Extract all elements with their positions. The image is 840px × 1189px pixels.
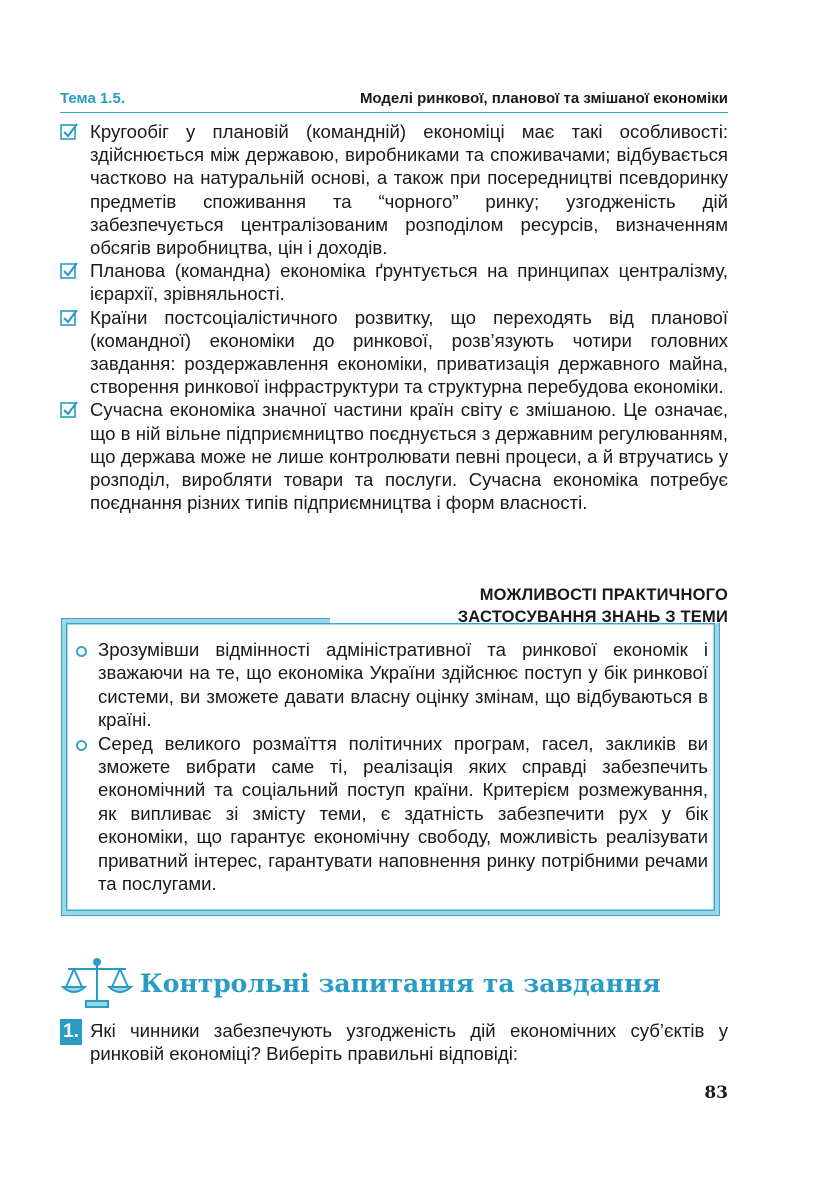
- list-item-text: Країни постсоціалістичного розвитку, що переходять від планової (командної) економіки до ринкової, розв’язують чотири головних завдання: роздержавлення економіки, приватизація державного майна, створення ринкової інфраструктури та структурна перебудова економіки.: [90, 306, 728, 398]
- list-item: [60, 398, 728, 514]
- checkbox-checked-icon: [60, 401, 78, 419]
- practical-heading-line: МОЖЛИВОСТІ ПРАКТИЧНОГО: [479, 586, 728, 604]
- list-item: [60, 259, 728, 305]
- practical-list: [74, 638, 708, 895]
- list-item: [60, 306, 728, 399]
- circle-bullet-icon: [76, 646, 87, 657]
- questions-header: [60, 957, 728, 1011]
- checkbox-checked-icon: [60, 262, 78, 280]
- practical-heading-line: ЗАСТОСУВАННЯ ЗНАНЬ З ТЕМИ: [457, 608, 728, 626]
- list-item-text: Зрозумівши відмінності адміністративної та ринкової економік і зважаючи на те, що економіка України здійснює поступ у бік ринкової системи, ви зможете давати власну оцінку змінам, що відбуваються в країні.: [98, 639, 708, 731]
- running-header: [60, 90, 728, 113]
- checkbox-checked-icon: [60, 309, 78, 327]
- circle-bullet-icon: [76, 740, 87, 751]
- topic-label: Тема 1.5.: [60, 90, 125, 107]
- list-item: [60, 120, 728, 259]
- list-item-text: Кругообіг у плановій (командній) економіці має такі особливості: здійснюється між державою, виробниками та споживачами; відбувається частково на натуральній основі, а також при посередництві псевдоринку предметів споживання та “чорного” ринку; узгодженість дій забезпечується централізованим розподілом ресурсів, визначенням обсягів виробництва, цін і доходів.: [90, 121, 728, 259]
- practical-heading: [458, 584, 728, 628]
- questions-title: Контрольні запитання та завдання: [140, 969, 661, 998]
- summary-checklist: [60, 120, 728, 514]
- question-text: Які чинники забезпечують узгодженість дій економічних суб’єктів у ринковій економіці? Виберіть правильні відповіді:: [90, 1020, 728, 1065]
- page-number: 83: [704, 1083, 728, 1103]
- chapter-title: Моделі ринкової, планової та змішаної економіки: [359, 90, 728, 107]
- list-item-text: Сучасна економіка значної частини країн світу є змішаною. Це означає, що в ній вільне підприємництво поєднується з державним регулюванням, що держава може не лише контролювати певні процеси, а й втручатись у розподіл, виробляти товари та послуги. Сучасна економіка потребує поєднання різних типів підприємництва і форм власності.: [90, 399, 728, 514]
- checkbox-checked-icon: [60, 123, 78, 141]
- scales-of-justice-icon: [60, 957, 134, 1011]
- list-item-text: Серед великого розмаїття політичних програм, гасел, закликів ви зможете вибрати саме ті, реалізація яких справді забезпечить економічний та соціальний поступ країни. Критерієм розмежування, як випливає зі змісту теми, є здатність забезпечити рух у бік економіки, що гарантує економічну свободу, можливість реалізувати приватний інтерес, гарантувати наповнення ринку потрібними речами та послугами.: [98, 732, 708, 895]
- question-number: 1.: [60, 1019, 82, 1045]
- list-item: [74, 732, 708, 896]
- list-item-text: Планова (командна) економіка ґрунтується на принципах централізму, ієрархії, зрівняльності.: [90, 260, 728, 305]
- list-item: [74, 638, 708, 732]
